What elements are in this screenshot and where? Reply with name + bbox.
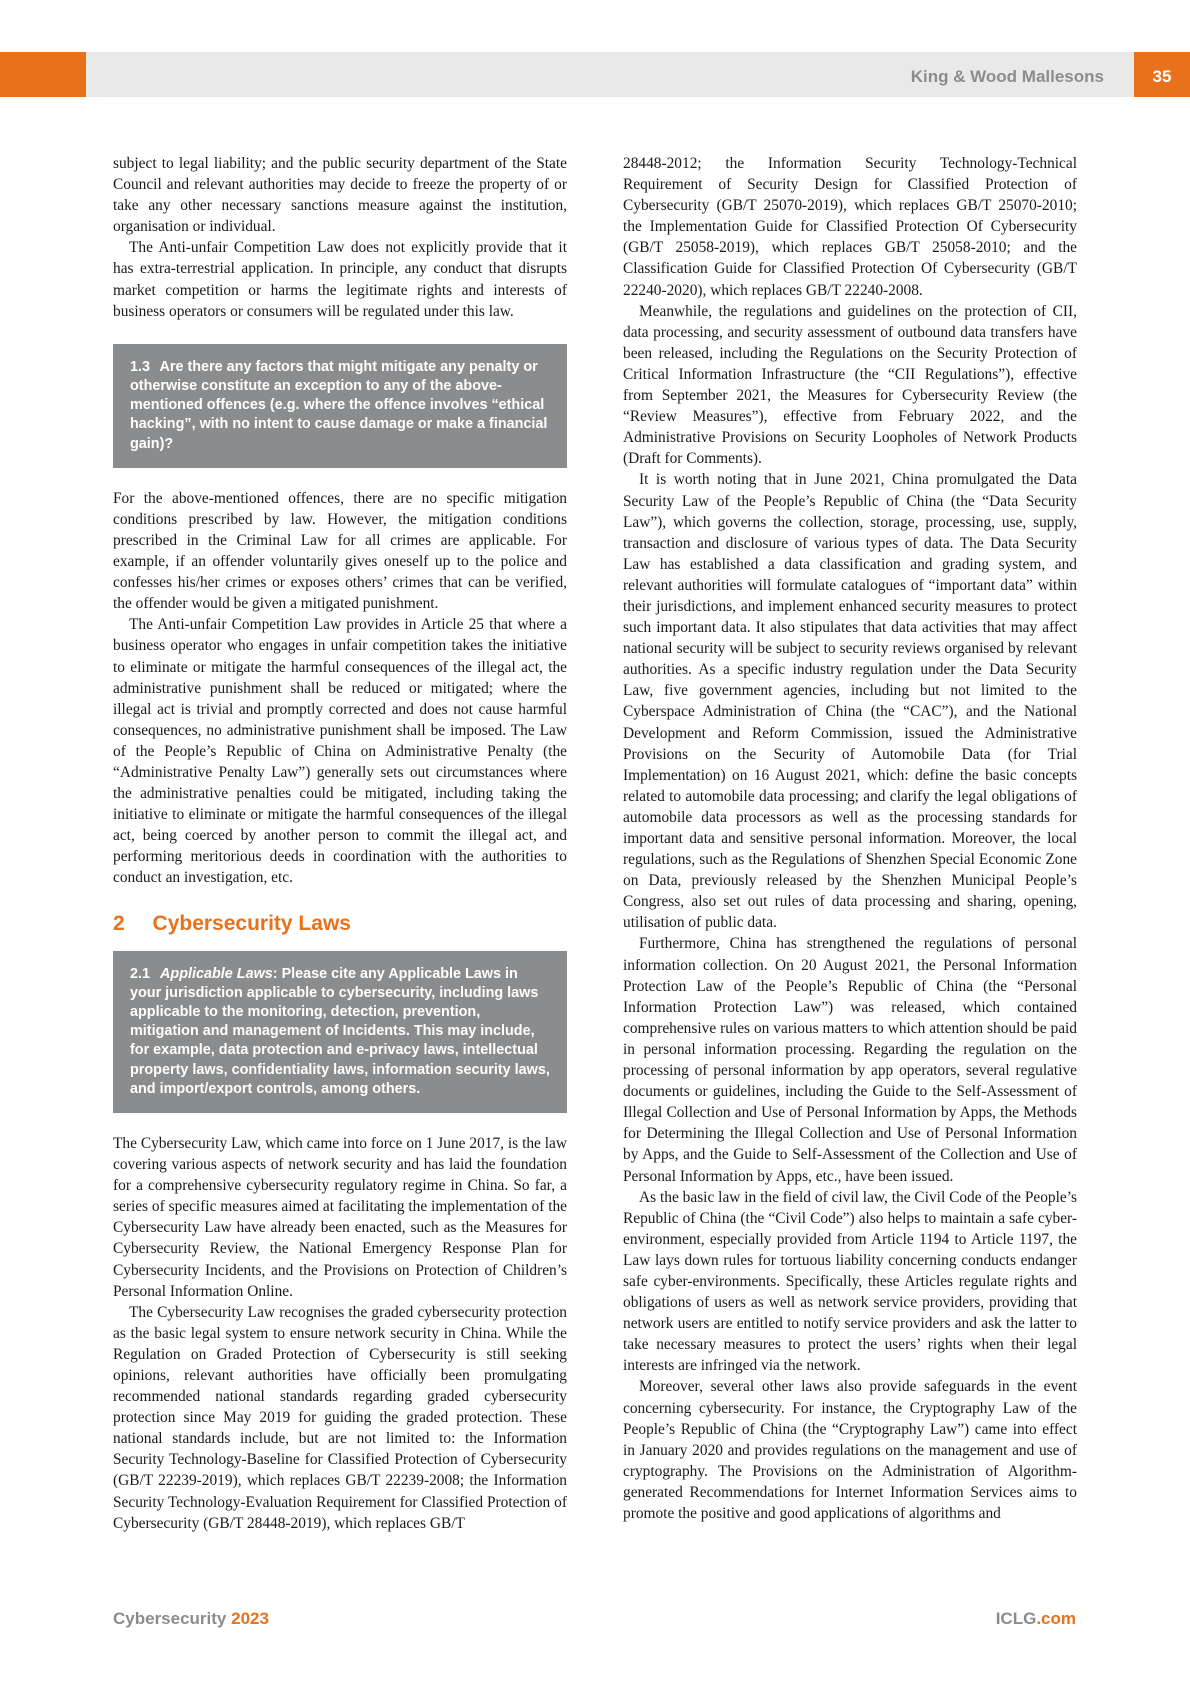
question-box-2-1 xyxy=(113,951,567,1113)
paragraph: Meanwhile, the regulations and guidelines on the protection of CII, data processing, and security assessment of outbound data transfers have been released, including the Regulations on the Security Protection of Critical Information Infrastructure (the “CII Regulations”), effective from September 2021, the Measures for Cybersecurity Review (the “Review Measures”), effective from February 2022, and the Administrative Provisions on Security Loopholes of Network Products (Draft for Comments). xyxy=(623,302,1077,468)
section-number: 2 xyxy=(113,911,125,935)
question-label: Applicable Laws xyxy=(160,965,273,982)
section-heading xyxy=(113,911,567,937)
publication-name: Cybersecurity xyxy=(113,1609,227,1628)
question-box-1-3 xyxy=(113,344,567,468)
question-text: : Please cite any Applicable Laws in your jurisdiction applicable to cybersecurity, including laws applicable to the monitoring, detection, prevention, mitigation and management of Incidents. This may include, for example, data protection and e-privacy laws, intellectual property laws, confidentiality laws, information security laws, and import/export controls, among others. xyxy=(130,965,550,1097)
site-name: ICLG xyxy=(995,1609,1037,1628)
paragraph: The Cybersecurity Law recognises the graded cybersecurity protection as the basic legal system to ensure network security in China. While the Regulation on Graded Protection of Cybersecurity is still seeking opinions, relevant authorities have officially been promulgating recommended national standards regarding graded cybersecurity protection since May 2019 for guiding the graded protection. These national standards include, but are not limited to: the Information Security Technology-Baseline for Classified Protection of Cybersecurity (GB/T 22239-2019), which replaces GB/T 22239-2008; the Information Security Technology-Evaluation Requirement for Classified Protection of Cybersecurity (GB/T 28448-2019), which replaces GB/T xyxy=(113,1303,567,1532)
question-number: 2.1 xyxy=(130,965,151,982)
paragraph: Furthermore, China has strengthened the regulations of personal information collection. On 20 August 2021, the Personal Information Protection Law of the People’s Republic of China (the “Personal Information Protection Law”) was released, which contained comprehensive rules on various matters to which attention should be paid in personal information processing. Regarding the regulation on the processing of personal information by app operators, several regulative documents or guidelines, including the Guide to the Self-Assessment of Illegal Collection and Use of Personal Information by Apps, the Methods for Determining the Illegal Collection and Use of Personal Information by Apps, and the Guide to Self-Assessment of the Collection and Use of Personal Information by Apps, etc., have been issued. xyxy=(623,935,1077,1185)
left-column xyxy=(113,153,567,1534)
page-number: 35 xyxy=(1134,52,1190,97)
question-text: Are there any factors that might mitigate any penalty or otherwise constitute an exception to any of the above-mentioned offences (e.g. where the offence involves “ethical hacking”, with no intent to cause damage or make a financial gain)? xyxy=(130,358,548,452)
paragraph: The Anti-unfair Competition Law does not explicitly provide that it has extra-terrestrial application. In principle, any conduct that disrupts market competition or harms the legitimate rights and interests of business operators or consumers will be regulated under this law. xyxy=(113,239,567,320)
right-column xyxy=(623,153,1077,1524)
header-bar xyxy=(86,52,1134,97)
paragraph: The Anti-unfair Competition Law provides in Article 25 that where a business operator who engages in unfair competition takes the initiative to eliminate or mitigate the harmful consequences of the illegal act, the administrative punishment shall be reduced or mitigated; where the illegal act is trivial and promptly corrected and does not cause harmful consequences, no administrative punishment shall be imposed. The Law of the People’s Republic of China on Administrative Penalty (the “Administrative Penalty Law”) generally sets out circumstances where the administrative penalties could be mitigated, including taking the initiative to eliminate or mitigate the harmful consequences of the illegal act, being coerced by another person to commit the illegal act, and performing meritorious deeds in coordination with the authorities to conduct an investigation, etc. xyxy=(113,616,567,887)
footer-publication xyxy=(113,1609,269,1629)
paragraph: For the above-mentioned offences, there are no specific mitigation conditions prescribed by law. However, the mitigation conditions prescribed in the Criminal Law for all crimes are applicable. For example, if an offender voluntarily gives oneself up to the police and confesses his/her crimes or exposes others’ crimes that can be verified, the offender would be given a mitigated punishment. xyxy=(113,489,567,613)
firm-name: King & Wood Mallesons xyxy=(910,67,1104,86)
paragraph: It is worth noting that in June 2021, China promulgated the Data Security Law of the People’s Republic of China (the “Data Security Law”), which governs the collection, storage, processing, use, supply, transaction and disclosure of various types of data. The Data Security Law has established a data classification and grading system, and relevant authorities will formulate catalogues of “important data” within their jurisdictions, and implement enhanced security measures to protect such important data. It also stipulates that data activities that may affect national security will be subject to security reviews organised by relevant authorities. As a specific industry regulation under the Data Security Law, five government agencies, including but not limited to the Cyberspace Administration of China (the “CAC”), and the National Development and Reform Commission, issued the Administrative Provisions on the Security of Automobile Data (for Trial Implementation) on 16 August 2021, which: define the basic concepts related to automobile data processing; and clarify the legal obligations of automobile data processors as well as the processing standards for important data and sensitive personal information. Moreover, the local regulations, such as the Regulations of Shenzhen Special Economic Zone on Data, previously released by the Shenzhen Municipal People’s Congress, also set out rules of data processing and sharing, opening, utilisation of public data. xyxy=(623,471,1077,932)
paragraph: subject to legal liability; and the public security department of the State Council and relevant authorities may decide to freeze the property of or take any other necessary sanctions measure against the institution, organisation or individual. xyxy=(113,155,567,236)
header-accent-left xyxy=(0,52,86,97)
question-number: 1.3 xyxy=(130,358,151,375)
paragraph: The Cybersecurity Law, which came into force on 1 June 2017, is the law covering various aspects of network security and has laid the foundation for a comprehensive cybersecurity regulatory regime in China. So far, a series of specific measures aimed at facilitating the implementation of the Cybersecurity Law have already been enacted, such as the Measures for Cybersecurity Review, the National Emergency Response Plan for Cybersecurity Incidents, and the Provisions on Protection of Children’s Personal Information Online. xyxy=(113,1134,567,1300)
paragraph: Moreover, several other laws also provide safeguards in the event concerning cybersecurity. For instance, the Cryptography Law of the People’s Republic of China (the “Cryptography Law”) came into effect in January 2020 and provides regulations on the management and use of cryptography. The Provisions on the Administration of Algorithm-generated Recommendations for Internet Information Services aims to promote the positive and good applications of algorithms and xyxy=(623,1378,1077,1522)
section-title: Cybersecurity Laws xyxy=(152,911,351,935)
publication-year: 2023 xyxy=(231,1609,269,1628)
paragraph: 28448-2012; the Information Security Technology-Technical Requirement of Security Design for Classified Protection of Cybersecurity (GB/T 25070-2019), which replaces GB/T 25070-2010; the Implementation Guide for Classified Protection Of Cybersecurity (GB/T 25058-2019), which replaces GB/T 25058-2010; and the Classification Guide for Classified Protection Of Cybersecurity (GB/T 22240-2020), which replaces GB/T 22240-2008. xyxy=(623,155,1077,299)
site-tld: .com xyxy=(1036,1609,1076,1628)
paragraph: As the basic law in the field of civil law, the Civil Code of the People’s Republic of China (the “Civil Code”) also helps to maintain a safe cyber-environment, especially provided from Article 1194 to Article 1197, the Law lays down rules for tortuous liability concerning conducts endanger safe cyber-environments. Specifically, these Articles regulate rights and obligations of users as well as network service providers, providing that network users are entitled to notify service providers and ask the latter to take necessary measures to protect the users’ rights when their legal interests are infringed via the network. xyxy=(623,1188,1077,1375)
footer-site[interactable] xyxy=(996,1609,1076,1629)
